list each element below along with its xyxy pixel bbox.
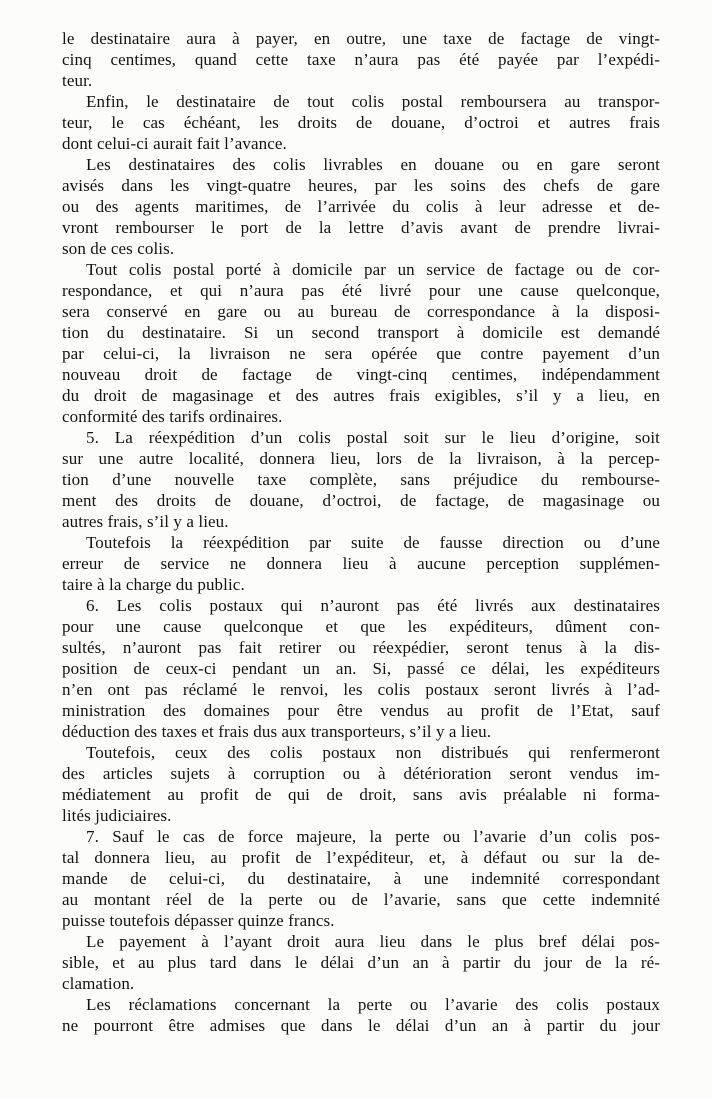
text-line: conformité des tarifs ordinaires. bbox=[62, 407, 283, 426]
text-line: nouveau droit de factage de vingt-cinq centimes, indépendamment bbox=[62, 365, 660, 384]
text-line: dont celui-ci aurait fait l’avance. bbox=[62, 134, 287, 153]
text-line: au montant réel de la perte ou de l’avarie, sans que cette indemnité bbox=[62, 890, 660, 909]
paragraph bbox=[62, 28, 660, 91]
text-line: Les destinataires des colis livrables en douane ou en gare seront bbox=[86, 155, 660, 174]
text-line: tion d’une nouvelle taxe complète, sans préjudice du rembourse- bbox=[62, 470, 660, 489]
text-line: déduction des taxes et frais dus aux transporteurs, s’il y a lieu. bbox=[62, 722, 492, 741]
text-line: ne pourront être admises que dans le délai d’un an à partir du jour bbox=[62, 1016, 660, 1035]
paragraph bbox=[62, 154, 660, 259]
text-line: n’en ont pas réclamé le renvoi, les colis postaux seront livrés à l’ad- bbox=[62, 680, 660, 699]
text-line: tal donnera lieu, au profit de l’expéditeur, et, à défaut ou sur la de- bbox=[62, 848, 660, 867]
text-line: du droit de magasinage et des autres frais exigibles, s’il y a lieu, en bbox=[62, 386, 660, 405]
paragraph bbox=[62, 259, 660, 427]
text-line: par celui-ci, la livraison ne sera opérée que contre payement d’un bbox=[62, 344, 660, 363]
text-line: cinq centimes, quand cette taxe n’aura pas été payée par l’expédi- bbox=[62, 50, 660, 69]
paragraph bbox=[62, 532, 660, 595]
text-line: sera conservé en gare ou au bureau de correspondance à la disposi- bbox=[62, 302, 660, 321]
text-line: respondance, et qui n’aura pas été livré pour une cause quelconque, bbox=[62, 281, 660, 300]
text-line: son de ces colis. bbox=[62, 239, 175, 258]
text-line: puisse toutefois dépasser quinze francs. bbox=[62, 911, 335, 930]
text-line: ou des agents maritimes, de l’arrivée du colis à leur adresse et de- bbox=[62, 197, 660, 216]
paragraph bbox=[62, 994, 660, 1036]
text-line: taire à la charge du public. bbox=[62, 575, 245, 594]
text-line: médiatement au profit de qui de droit, sans avis préalable ni forma- bbox=[62, 785, 660, 804]
text-line: ment des droits de douane, d’octroi, de factage, de magasinage ou bbox=[62, 491, 660, 510]
text-line: vront rembourser le port de la lettre d’avis avant de prendre livrai- bbox=[62, 218, 660, 237]
text-line: le destinataire aura à payer, en outre, une taxe de factage de vingt- bbox=[62, 29, 660, 48]
text-line: avisés dans les vingt-quatre heures, par les soins des chefs de gare bbox=[62, 176, 660, 195]
text-line: sultés, n’auront pas fait retirer ou réexpédier, seront tenus à la dis- bbox=[62, 638, 660, 657]
text-line: teur. bbox=[62, 71, 93, 90]
paragraph bbox=[62, 427, 660, 532]
text-line: 5. La réexpédition d’un colis postal soit sur le lieu d’origine, soit bbox=[86, 428, 660, 447]
text-line: erreur de service ne donnera lieu à aucune perception supplémen- bbox=[62, 554, 660, 573]
paragraph bbox=[62, 826, 660, 931]
text-line: teur, le cas échéant, les droits de douane, d’octroi et autres frais bbox=[62, 113, 660, 132]
text-line: lités judiciaires. bbox=[62, 806, 172, 825]
text-line: ministration des domaines pour être vendus au profit de l’Etat, sauf bbox=[62, 701, 660, 720]
text-line: pour une cause quelconque et que les expéditeurs, dûment con- bbox=[62, 617, 660, 636]
text-line: autres frais, s’il y a lieu. bbox=[62, 512, 229, 531]
text-line: Toutefois la réexpédition par suite de fausse direction ou d’une bbox=[86, 533, 660, 552]
paragraph bbox=[62, 595, 660, 742]
paragraph bbox=[62, 91, 660, 154]
text-line: clamation. bbox=[62, 974, 135, 993]
text-line: Tout colis postal porté à domicile par un service de factage ou de cor- bbox=[86, 260, 660, 279]
text-line: Enfin, le destinataire de tout colis postal remboursera au transpor- bbox=[86, 92, 660, 111]
text-line: position de ceux-ci pendant un an. Si, passé ce délai, les expéditeurs bbox=[62, 659, 660, 678]
paragraph bbox=[62, 742, 660, 826]
text-line: 7. Sauf le cas de force majeure, la perte ou l’avarie d’un colis pos- bbox=[86, 827, 660, 846]
text-line: tion du destinataire. Si un second transport à domicile est demandé bbox=[62, 323, 660, 342]
text-line: Toutefois, ceux des colis postaux non distribués qui renfermeront bbox=[86, 743, 660, 762]
text-line: sible, et au plus tard dans le délai d’un an à partir du jour de la ré- bbox=[62, 953, 660, 972]
text-line: Le payement à l’ayant droit aura lieu dans le plus bref délai pos- bbox=[86, 932, 660, 951]
paragraph bbox=[62, 931, 660, 994]
text-line: Les réclamations concernant la perte ou l’avarie des colis postaux bbox=[86, 995, 660, 1014]
text-line: mande de celui-ci, du destinataire, à une indemnité correspondant bbox=[62, 869, 660, 888]
text-line: 6. Les colis postaux qui n’auront pas été livrés aux destinataires bbox=[86, 596, 660, 615]
text-line: sur une autre localité, donnera lieu, lors de la livraison, à la percep- bbox=[62, 449, 660, 468]
text-line: des articles sujets à corruption ou à détérioration seront vendus im- bbox=[62, 764, 660, 783]
